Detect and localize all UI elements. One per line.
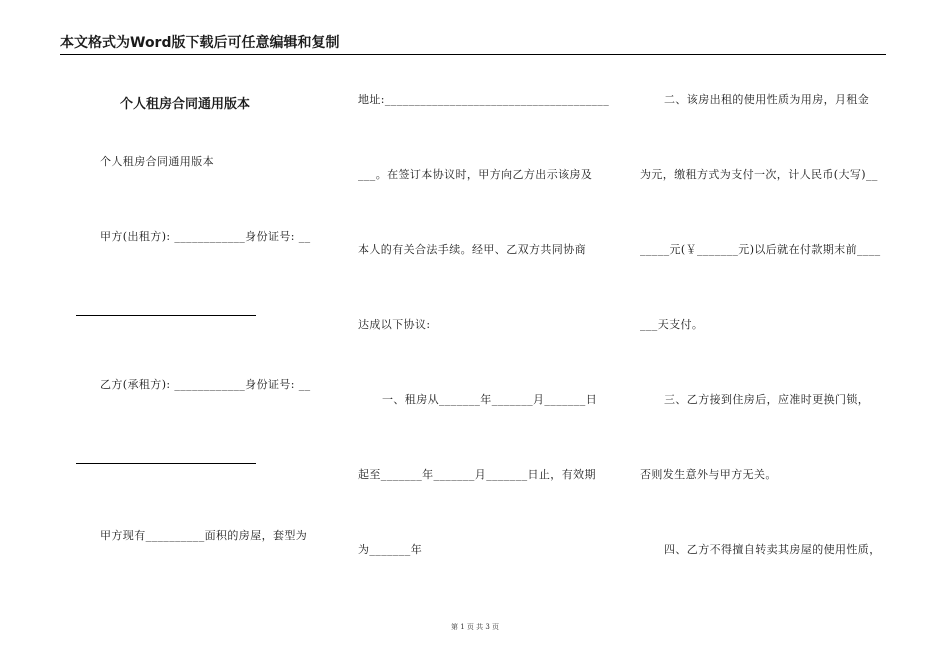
body-line: 本人的有关合法手续。经甲、乙双方共同协商 [358,243,586,256]
column-1 [76,0,326,672]
body-line: 达成以下协议: [358,318,431,331]
fill-rule-1 [76,315,256,316]
party-a-line: 甲方(出租方): ____________身份证号: __ [100,230,311,243]
body-line: 四、乙方不得擅自转卖其房屋的使用性质， [664,543,881,556]
document-title: 个人租房合同通用版本 [120,97,251,112]
body-line: 三、乙方接到住房后，应准时更换门锁， [664,393,870,406]
column-2 [358,0,608,672]
fill-rule-2 [76,463,256,464]
body-line: ___天支付。 [640,318,704,331]
header-title: 本文格式为Word版下载后可任意编辑和复制 [60,35,340,51]
address-line: 地址:______________________________________ [358,93,610,106]
body-line: 为_______年 [358,543,423,556]
body-line: 否则发生意外与甲方无关。 [640,468,777,481]
body-line: _____元(￥_______元)以后就在付款期末前____ [640,243,881,256]
party-b-line: 乙方(承租方): ____________身份证号: __ [100,378,311,391]
document-subtitle: 个人租房合同通用版本 [100,155,214,168]
page-number: 第 1 页 共 3 页 [450,623,500,631]
body-line: 二、该房出租的使用性质为用房，月租金 [664,93,870,106]
body-line: ___。在签订本协议时，甲方向乙方出示该房及 [358,168,593,181]
column-3 [640,0,890,672]
body-line: 一、租房从_______年_______月_______日 [382,393,598,406]
house-line: 甲方现有__________面积的房屋，套型为 [100,529,308,542]
body-line: 为元，缴租方式为支付一次，计人民币(大写)__ [640,168,878,181]
body-line: 起至_______年_______月_______日止，有效期 [358,468,596,481]
